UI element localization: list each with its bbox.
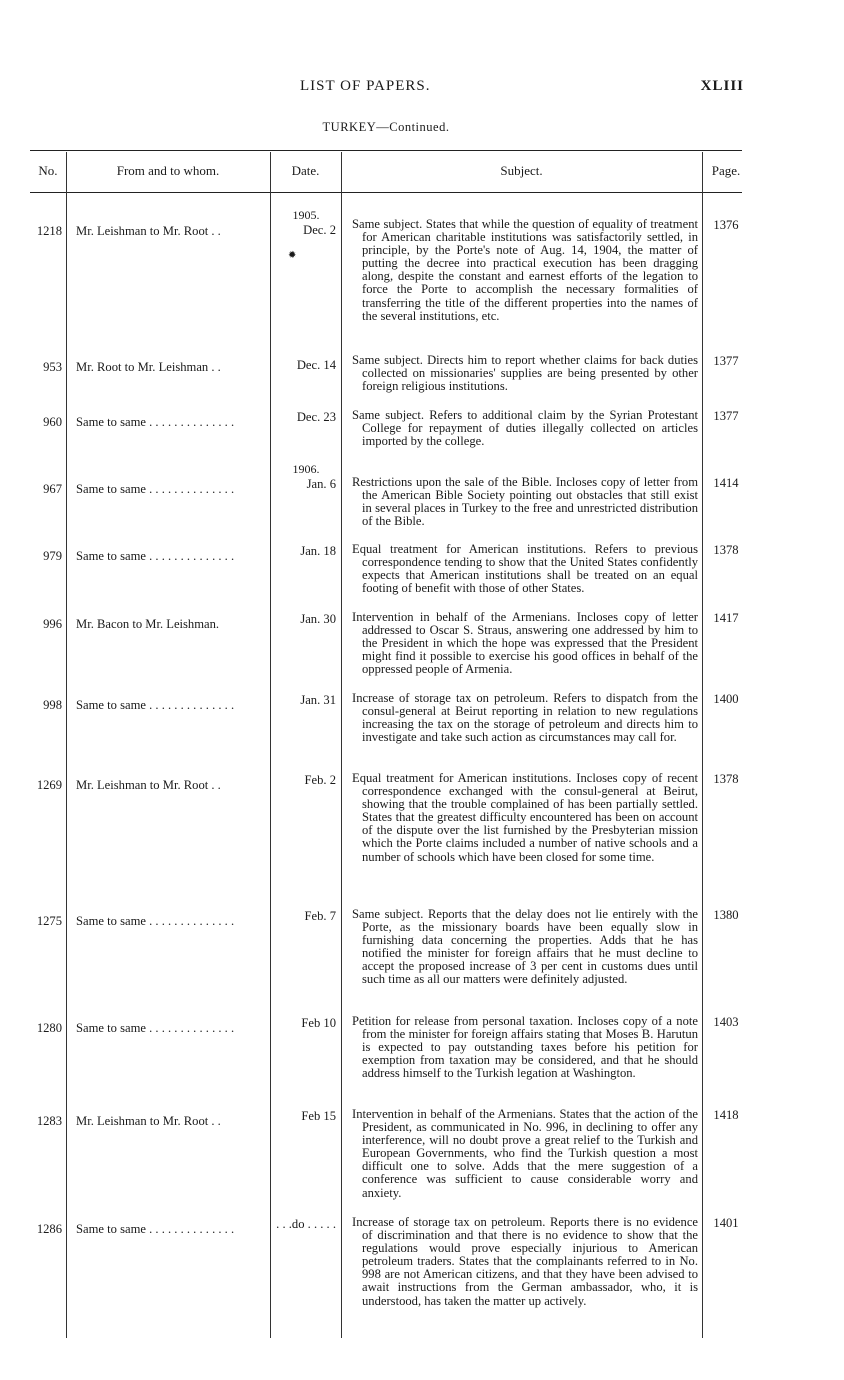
row-date — [274, 544, 338, 559]
row-month-day: Jan. 30 — [300, 612, 336, 626]
row-number: 979 — [43, 549, 62, 563]
row-number: 967 — [43, 482, 62, 496]
row-subject-text: Same subject. Directs him to report whether claims for back duties collected on missionaries' supplies are being presented by other foreign religious institutions. — [352, 353, 698, 394]
row-month-day: Feb 15 — [301, 1109, 336, 1123]
row-month-day: . . .do . . . . . — [276, 1217, 336, 1231]
row-page: 1403 — [713, 1015, 739, 1029]
row-subject — [352, 354, 698, 393]
row-number: 953 — [43, 360, 62, 374]
row-number: 996 — [43, 617, 62, 631]
table-header-rule — [30, 192, 742, 193]
row-number: 998 — [43, 698, 62, 712]
row-page: 1377 — [713, 354, 739, 368]
row-date — [274, 612, 338, 627]
row-page: 1377 — [713, 409, 739, 423]
row-month-day: Dec. 14 — [296, 358, 336, 372]
row-subject — [352, 1216, 698, 1308]
row-from: Mr. Bacon to Mr. Leishman. — [76, 617, 220, 631]
row-date — [274, 693, 338, 708]
row-from: Same to same . . . . . . . . . . . . . . — [76, 1021, 235, 1035]
row-date — [274, 1016, 338, 1031]
row-from: Mr. Leishman to Mr. Root . . — [76, 224, 221, 238]
row-page: 1400 — [713, 692, 739, 706]
row-date — [274, 462, 338, 492]
row-date — [274, 1217, 338, 1232]
row-subject-text: Restrictions upon the sale of the Bible. Incloses copy of letter from the American Bible Society pointing out obstacles that still exist in several places in Turkey to the free and unrestricted distribution of the Bible. — [352, 475, 698, 529]
row-page: 1418 — [713, 1108, 739, 1122]
row-from: Mr. Leishman to Mr. Root . . — [76, 778, 221, 792]
row-month-day: Dec. 23 — [296, 410, 336, 424]
row-from: Same to same . . . . . . . . . . . . . . — [76, 1222, 235, 1236]
row-month-day: Feb. 2 — [304, 773, 336, 787]
row-number: 1280 — [36, 1021, 62, 1035]
row-subject — [352, 409, 698, 448]
row-month-day: Jan. 6 — [306, 477, 336, 491]
col-header-page: Page. — [711, 163, 741, 178]
row-from: Same to same . . . . . . . . . . . . . . — [76, 914, 235, 928]
row-subject-text: Intervention in behalf of the Armenians. States that the action of the President, as communicated in No. 996, in declining to offer any interference, will no doubt prove a great relief to the Turkish and European Governments, who find the Turkish question a most difficult one to solve. Adds that the mere suggestion of a conference was sufficient to cause considerable worry and anxiety. — [352, 1107, 698, 1200]
row-subject — [352, 1108, 698, 1200]
row-number: 1283 — [36, 1114, 62, 1128]
column-divider — [270, 152, 271, 1338]
row-date — [274, 1109, 338, 1124]
row-subject-text: Same subject. Refers to additional claim by the Syrian Protestant College for repayment of duties illegally collected on articles imported by the college. — [352, 408, 698, 449]
row-subject-text: Increase of storage tax on petroleum. Refers to dispatch from the consul-general at Beirut reporting in relation to new regulations increasing the tax on the storage of petroleum and directs him to investigate and take such action as circumstances may call for. — [352, 691, 698, 745]
row-subject — [352, 1015, 698, 1080]
col-header-from: From and to whom. — [116, 163, 220, 178]
row-from: Same to same . . . . . . . . . . . . . . — [76, 549, 235, 563]
row-year: 1906. — [292, 462, 320, 476]
page-number: XLIII — [700, 78, 744, 94]
column-divider — [341, 152, 342, 1338]
row-subject-text: Same subject. States that while the question of equality of treatment for American charitable institutions was satisfactorily settled, in principle, by the Porte's note of Aug. 14, 1904, the matter of putting the decree into practical execution has been dragging along, despite the constant and earnest efforts of the legation to force the Porte to accomplish the necessary formalities of transferring the title of the different properties into the names of the several institutions, etc. — [352, 217, 698, 323]
row-subject-text: Increase of storage tax on petroleum. Reports there is no evidence of discrimination and that there is no evidence to show that the regulations would prove especially injurious to American petroleum traders. States that the complainants referred to in No. 998 are not American citizens, and that they have been advised to await instructions from the German ambassador, who, it is understood, has taken the matter up actively. — [352, 1215, 698, 1308]
row-subject — [352, 908, 698, 987]
col-header-date: Date. — [291, 163, 320, 178]
row-date — [274, 773, 338, 788]
row-subject-text: Petition for release from personal taxation. Incloses copy of a note from the minister for foreign affairs stating that Moses B. Harutun is expected to pay outstanding taxes before his petition for exemption from taxation may be considered, and that he should address himself to the Turkish legation at Washington. — [352, 1014, 698, 1081]
row-subject — [352, 476, 698, 528]
row-year: 1905. — [292, 208, 320, 222]
row-number: 1286 — [36, 1222, 62, 1236]
row-subject — [352, 692, 698, 744]
ink-blot-mark: ✹ — [288, 250, 297, 261]
row-subject — [352, 543, 698, 595]
row-month-day: Jan. 31 — [300, 693, 336, 707]
row-page: 1401 — [713, 1216, 739, 1230]
row-number: 1269 — [36, 778, 62, 792]
page-header — [0, 78, 844, 100]
table-top-rule — [30, 150, 742, 151]
row-page: 1376 — [713, 218, 739, 232]
row-month-day: Feb 10 — [301, 1016, 336, 1030]
row-page: 1414 — [713, 476, 739, 490]
row-subject-text: Equal treatment for American institutions. Refers to previous correspondence tending to show that the United States confidently expects that American institutions shall be treated on an equal footing of benefit with those of other States. — [352, 542, 698, 596]
row-date — [274, 358, 338, 373]
row-page: 1378 — [713, 772, 739, 786]
column-divider — [66, 152, 67, 1338]
row-subject-text: Intervention in behalf of the Armenians. Incloses copy of letter addressed to Oscar S. Straus, answering one addressed by him to the President in which the hope was expressed that the President might find it possible to exercise his good offices in behalf of the oppressed people of Armenia. — [352, 610, 698, 677]
row-from: Same to same . . . . . . . . . . . . . . — [76, 415, 235, 429]
row-subject-text: Equal treatment for American institutions. Incloses copy of recent correspondence exchanged with the consul-general at Beirut, showing that the trouble complained of has been partially settled. States that the greatest difficulty encountered has been on account of the dispute over the list furnished by the Presbyterian mission which the Porte claims included a number of native schools and a number of schools which have been closed for some time. — [352, 771, 698, 864]
row-page: 1417 — [713, 611, 739, 625]
row-number: 960 — [43, 415, 62, 429]
section-title — [0, 120, 780, 135]
row-subject — [352, 611, 698, 676]
row-number: 1275 — [36, 914, 62, 928]
row-from: Same to same . . . . . . . . . . . . . . — [76, 482, 235, 496]
row-subject — [352, 218, 698, 323]
row-date — [274, 410, 338, 425]
row-date — [274, 208, 338, 238]
col-header-subject: Subject. — [500, 163, 543, 178]
column-divider — [702, 152, 703, 1338]
row-month-day: Feb. 7 — [304, 909, 336, 923]
row-month-day: Jan. 18 — [300, 544, 336, 558]
row-subject — [352, 772, 698, 864]
row-from: Mr. Root to Mr. Leishman . . — [76, 360, 221, 374]
row-number: 1218 — [36, 224, 62, 238]
row-month-day: Dec. 2 — [303, 223, 336, 237]
row-subject-text: Same subject. Reports that the delay does not lie entirely with the Porte, as the missionary boards have been equally slow in furnishing data concerning the properties. Adds that he has notified the minister for foreign affairs that he must decline to accept the proposed increase of 3 per cent in customs dues until such time as all our matters were definitely adjusted. — [352, 907, 698, 987]
col-header-no: No. — [38, 163, 58, 178]
row-page: 1380 — [713, 908, 739, 922]
section-title-text: TURKEY—Continued. — [322, 120, 450, 134]
row-from: Mr. Leishman to Mr. Root . . — [76, 1114, 221, 1128]
row-from: Same to same . . . . . . . . . . . . . . — [76, 698, 235, 712]
row-page: 1378 — [713, 543, 739, 557]
page-title: LIST OF PAPERS. — [300, 78, 431, 94]
row-date — [274, 909, 338, 924]
